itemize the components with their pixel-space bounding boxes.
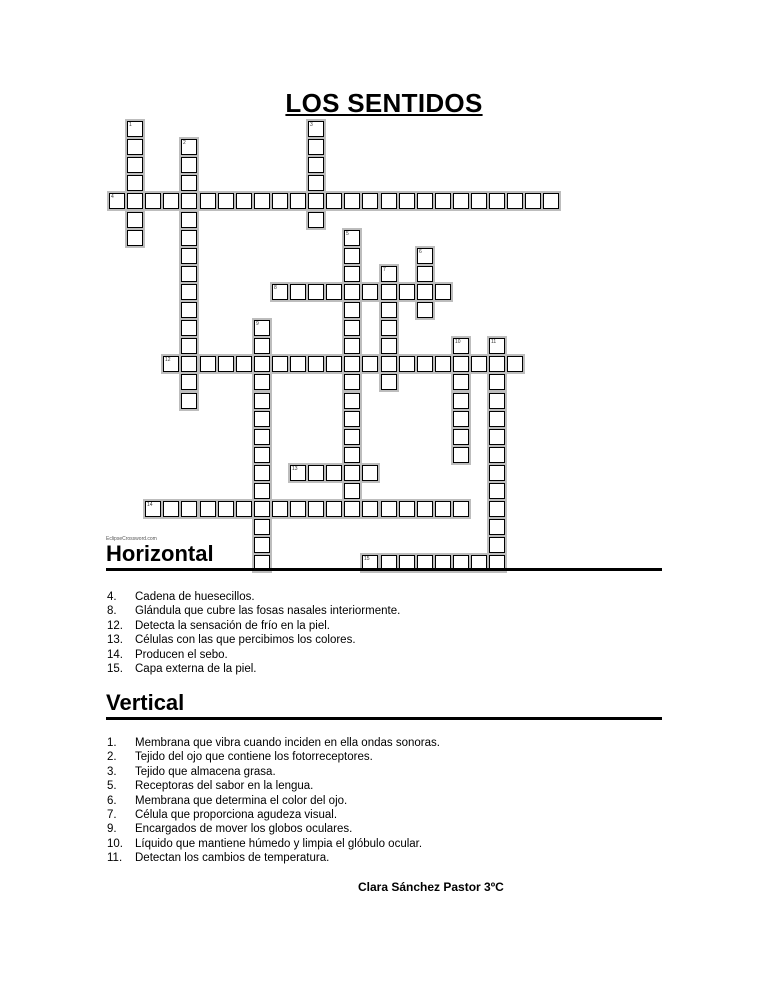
clue-text: Célula que proporciona agudeza visual. (135, 809, 338, 822)
crossword-cell[interactable] (308, 193, 324, 209)
crossword-cell[interactable] (525, 193, 541, 209)
crossword-cell[interactable] (344, 447, 360, 463)
crossword-cell[interactable] (453, 338, 469, 354)
crossword-cell[interactable] (362, 284, 378, 300)
crossword-cell[interactable] (417, 302, 433, 318)
crossword-cell[interactable] (254, 320, 270, 336)
crossword-cell[interactable] (254, 338, 270, 354)
crossword-cell[interactable] (489, 374, 505, 390)
crossword-cell[interactable] (200, 193, 216, 209)
crossword-cell[interactable] (489, 519, 505, 535)
clue-item (107, 648, 667, 662)
crossword-cell[interactable] (127, 230, 143, 246)
crossword-cell[interactable] (109, 193, 125, 209)
crossword-cell[interactable] (381, 193, 397, 209)
crossword-cell[interactable] (181, 266, 197, 282)
crossword-cell[interactable] (344, 483, 360, 499)
crossword-cell[interactable] (326, 501, 342, 517)
crossword-cell[interactable] (218, 193, 234, 209)
clue-text: Células con las que percibimos los colores. (135, 634, 356, 647)
crossword-cell[interactable] (453, 393, 469, 409)
crossword-cell[interactable] (145, 501, 161, 517)
crossword-cell[interactable] (381, 338, 397, 354)
crossword-cell[interactable] (453, 429, 469, 445)
page-title: LOS SENTIDOS (285, 88, 483, 118)
crossword-cell[interactable] (308, 157, 324, 173)
clue-number: 5 (346, 231, 349, 237)
crossword-cell[interactable] (308, 139, 324, 155)
crossword-cell[interactable] (127, 175, 143, 191)
crossword-cell[interactable] (200, 356, 216, 372)
crossword-cell[interactable] (308, 501, 324, 517)
crossword-cell[interactable] (417, 266, 433, 282)
clue-item (107, 590, 667, 604)
clue-number: 13 (292, 466, 298, 472)
clue-number-label: 8. (107, 605, 117, 618)
clue-number: 4 (111, 194, 114, 200)
crossword-cell[interactable] (308, 175, 324, 191)
crossword-cell[interactable] (435, 284, 451, 300)
crossword-cell[interactable] (489, 501, 505, 517)
crossword-cell[interactable] (326, 356, 342, 372)
crossword-cell[interactable] (236, 193, 252, 209)
crossword-cell[interactable] (272, 284, 288, 300)
crossword-cell[interactable] (181, 320, 197, 336)
clue-item (107, 837, 667, 851)
clue-number: 7 (383, 267, 386, 273)
clue-item (107, 619, 667, 633)
clue-number-label: 1. (107, 737, 117, 749)
clue-number-label: 15. (107, 663, 123, 676)
crossword-cell[interactable] (163, 193, 179, 209)
crossword-cell[interactable] (254, 519, 270, 535)
crossword-cell[interactable] (362, 465, 378, 481)
crossword-cell[interactable] (145, 193, 161, 209)
crossword-cell[interactable] (254, 393, 270, 409)
crossword-cell[interactable] (200, 501, 216, 517)
crossword-cell[interactable] (435, 193, 451, 209)
crossword-cell[interactable] (381, 356, 397, 372)
crossword-cell[interactable] (453, 193, 469, 209)
crossword-cell[interactable] (290, 356, 306, 372)
clue-text: Detectan los cambios de temperatura. (135, 852, 330, 865)
crossword-cell[interactable] (181, 157, 197, 173)
crossword-cell[interactable] (181, 338, 197, 354)
clue-text: Capa externa de la piel. (135, 663, 257, 676)
crossword-cell[interactable] (344, 374, 360, 390)
crossword-cell[interactable] (344, 356, 360, 372)
clue-text: Glándula que cubre las fosas nasales interiormente. (135, 605, 401, 618)
crossword-cell[interactable] (489, 356, 505, 372)
clue-item (107, 765, 667, 779)
crossword-cell[interactable] (417, 356, 433, 372)
clue-text: Encargados de mover los globos oculares. (135, 823, 353, 836)
crossword-cell[interactable] (254, 374, 270, 390)
clue-text: Cadena de huesecillos. (135, 591, 255, 603)
crossword-cell[interactable] (344, 411, 360, 427)
crossword-cell[interactable] (417, 248, 433, 264)
crossword-cell[interactable] (399, 284, 415, 300)
crossword-cell[interactable] (507, 356, 523, 372)
crossword-cell[interactable] (453, 411, 469, 427)
clue-number: 8 (274, 285, 277, 291)
crossword-cell[interactable] (344, 465, 360, 481)
clue-number: 14 (147, 502, 153, 508)
crossword-cell[interactable] (127, 212, 143, 228)
crossword-cell[interactable] (453, 374, 469, 390)
crossword-cell[interactable] (344, 320, 360, 336)
crossword-cell[interactable] (181, 193, 197, 209)
crossword-cell[interactable] (417, 284, 433, 300)
crossword-cell[interactable] (543, 193, 559, 209)
clue-item (107, 851, 667, 865)
crossword-cell[interactable] (181, 374, 197, 390)
crossword-cell[interactable] (290, 193, 306, 209)
clue-number-label: 2. (107, 751, 117, 764)
crossword-cell[interactable] (381, 302, 397, 318)
crossword-cell[interactable] (489, 338, 505, 354)
crossword-cell[interactable] (344, 302, 360, 318)
crossword-cell[interactable] (236, 501, 252, 517)
clue-item (107, 794, 667, 808)
clue-number-label: 13. (107, 634, 123, 647)
clue-number: 10 (455, 339, 461, 345)
crossword-cell[interactable] (489, 411, 505, 427)
crossword-cell[interactable] (362, 501, 378, 517)
clue-number: 15 (364, 556, 370, 562)
clue-text: Receptoras del sabor en la lengua. (135, 780, 314, 793)
clue-item (107, 662, 667, 676)
crossword-cell[interactable] (326, 465, 342, 481)
crossword-cell[interactable] (471, 356, 487, 372)
crossword-cell[interactable] (344, 284, 360, 300)
clue-text: Líquido que mantiene húmedo y limpia el glóbulo ocular. (135, 837, 423, 850)
crossword-cell[interactable] (218, 501, 234, 517)
horizontal-heading: Horizontal (106, 541, 662, 571)
clue-number: 3 (310, 122, 313, 128)
vertical-clues (107, 736, 667, 866)
crossword-cell[interactable] (381, 266, 397, 282)
clue-item (107, 822, 667, 836)
crossword-cell[interactable] (254, 465, 270, 481)
clue-number: 9 (256, 321, 259, 327)
clue-item (107, 779, 667, 793)
crossword-cell[interactable] (181, 356, 197, 372)
crossword-cell[interactable] (290, 284, 306, 300)
clue-number-label: 14. (107, 648, 123, 661)
crossword-cell[interactable] (254, 447, 270, 463)
crossword-cell[interactable] (127, 121, 143, 137)
crossword-cell[interactable] (181, 230, 197, 246)
crossword-cell[interactable] (471, 193, 487, 209)
crossword-cell[interactable] (181, 393, 197, 409)
crossword-cell[interactable] (344, 248, 360, 264)
crossword-cell[interactable] (127, 193, 143, 209)
crossword-cell[interactable] (453, 501, 469, 517)
crossword-cell[interactable] (344, 338, 360, 354)
clue-number: 1 (129, 122, 132, 128)
crossword-cell[interactable] (254, 411, 270, 427)
crossword-cell[interactable] (417, 193, 433, 209)
clue-number: 11 (491, 339, 497, 345)
crossword-cell[interactable] (435, 501, 451, 517)
vertical-heading: Vertical (106, 690, 662, 720)
crossword-cell[interactable] (290, 501, 306, 517)
crossword-cell[interactable] (344, 429, 360, 445)
crossword-cell[interactable] (163, 356, 179, 372)
crossword-cell[interactable] (344, 193, 360, 209)
clue-number-label: 6. (107, 794, 117, 807)
crossword-cell[interactable] (236, 356, 252, 372)
crossword-cell[interactable] (254, 483, 270, 499)
clue-number-label: 12. (107, 619, 123, 632)
crossword-cell[interactable] (163, 501, 179, 517)
clue-number-label: 3. (107, 765, 117, 778)
clue-number: 12 (165, 357, 171, 363)
crossword-cell[interactable] (181, 248, 197, 264)
crossword-cell[interactable] (489, 465, 505, 481)
crossword-cell[interactable] (254, 501, 270, 517)
crossword-cell[interactable] (381, 374, 397, 390)
crossword-cell[interactable] (489, 429, 505, 445)
crossword-cell[interactable] (362, 193, 378, 209)
clue-text: Tejido del ojo que contiene los fotorreceptores. (135, 751, 373, 764)
crossword-cell[interactable] (453, 356, 469, 372)
crossword-cell[interactable] (489, 193, 505, 209)
crossword-cell[interactable] (344, 501, 360, 517)
crossword-cell[interactable] (181, 501, 197, 517)
clue-number-label: 5. (107, 780, 117, 793)
crossword-cell[interactable] (218, 356, 234, 372)
crossword-cell[interactable] (362, 356, 378, 372)
crossword-cell[interactable] (181, 284, 197, 300)
crossword-cell[interactable] (272, 193, 288, 209)
crossword-cell[interactable] (381, 501, 397, 517)
clue-number-label: 11. (107, 852, 123, 865)
clue-text: Detecta la sensación de frío en la piel. (135, 619, 330, 632)
crossword-cell[interactable] (326, 193, 342, 209)
clue-number-label: 10. (107, 837, 123, 850)
crossword-cell[interactable] (399, 501, 415, 517)
clue-text: Membrana que determina el color del ojo. (135, 794, 348, 807)
clue-number-label: 4. (107, 591, 117, 603)
crossword-cell[interactable] (254, 429, 270, 445)
crossword-cell[interactable] (254, 193, 270, 209)
clue-number-label: 9. (107, 823, 117, 836)
crossword-cell[interactable] (344, 266, 360, 282)
clue-item (107, 808, 667, 822)
crossword-cell[interactable] (489, 393, 505, 409)
crossword-cell[interactable] (181, 212, 197, 228)
clue-item (107, 604, 667, 618)
crossword-cell[interactable] (308, 284, 324, 300)
crossword-cell[interactable] (344, 393, 360, 409)
crossword-cell[interactable] (308, 465, 324, 481)
crossword-cell[interactable] (507, 193, 523, 209)
clue-number: 2 (183, 140, 186, 146)
crossword-cell[interactable] (489, 483, 505, 499)
crossword-cell[interactable] (308, 356, 324, 372)
crossword-cell[interactable] (417, 501, 433, 517)
clue-number: 6 (419, 249, 422, 255)
crossword-cell[interactable] (254, 356, 270, 372)
clue-text: Producen el sebo. (135, 648, 228, 661)
crossword-cell[interactable] (435, 356, 451, 372)
crossword-cell[interactable] (127, 157, 143, 173)
crossword-cell[interactable] (181, 302, 197, 318)
crossword-cell[interactable] (127, 139, 143, 155)
crossword-cell[interactable] (381, 320, 397, 336)
clue-text: Membrana que vibra cuando inciden en ella ondas sonoras. (135, 737, 440, 749)
clue-number-label: 7. (107, 809, 117, 822)
crossword-cell[interactable] (181, 175, 197, 191)
crossword-cell[interactable] (344, 230, 360, 246)
clue-text: Tejido que almacena grasa. (135, 765, 276, 778)
crossword-cell[interactable] (399, 193, 415, 209)
crossword-cell[interactable] (399, 356, 415, 372)
crossword-cell[interactable] (290, 465, 306, 481)
crossword-cell[interactable] (272, 501, 288, 517)
crossword-cell[interactable] (326, 284, 342, 300)
source-credit: EclipseCrossword.com (106, 536, 157, 542)
crossword-cell[interactable] (272, 356, 288, 372)
clue-item (107, 750, 667, 764)
crossword-cell[interactable] (489, 447, 505, 463)
crossword-cell[interactable] (381, 284, 397, 300)
crossword-cell[interactable] (308, 212, 324, 228)
crossword-cell[interactable] (453, 447, 469, 463)
crossword-cell[interactable] (308, 121, 324, 137)
clue-item (107, 633, 667, 647)
clue-item (107, 736, 667, 750)
horizontal-clues (107, 590, 667, 676)
crossword-cell[interactable] (181, 139, 197, 155)
author-name: Clara Sánchez Pastor 3ºC (358, 880, 504, 894)
